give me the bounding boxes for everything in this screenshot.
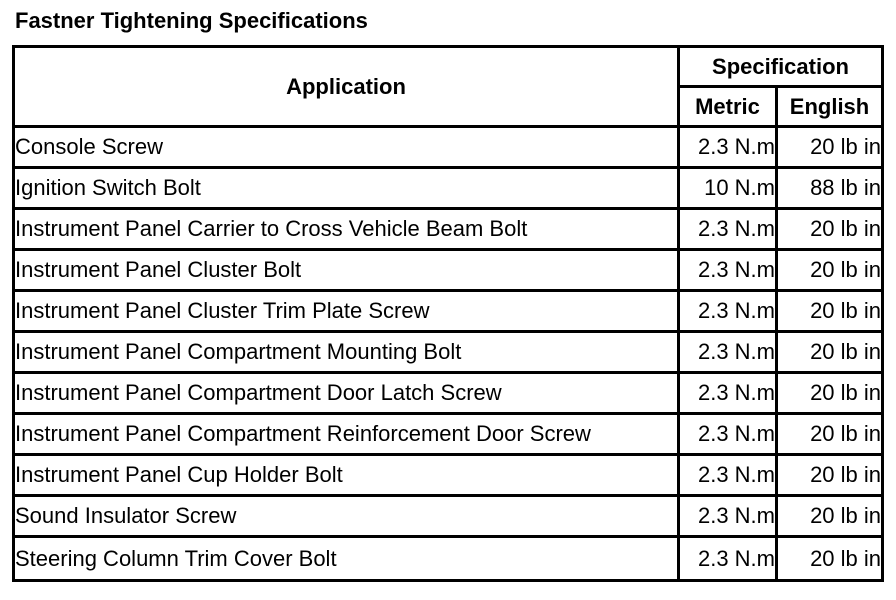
cell-application: Instrument Panel Cluster Bolt — [15, 251, 680, 292]
table-row — [15, 333, 881, 374]
table-row — [15, 210, 881, 251]
cell-application: Sound Insulator Screw — [15, 497, 680, 538]
cell-english: 20 lb in — [778, 128, 881, 169]
cell-application: Instrument Panel Compartment Door Latch Screw — [15, 374, 680, 415]
cell-english: 20 lb in — [778, 456, 881, 497]
cell-application: Instrument Panel Cup Holder Bolt — [15, 456, 680, 497]
cell-metric: 2.3 N.m — [680, 292, 778, 333]
cell-english: 20 lb in — [778, 210, 881, 251]
header-specification: Specification — [680, 48, 881, 88]
cell-metric: 2.3 N.m — [680, 128, 778, 169]
cell-metric: 2.3 N.m — [680, 210, 778, 251]
cell-english: 20 lb in — [778, 374, 881, 415]
table-row — [15, 251, 881, 292]
cell-application: Ignition Switch Bolt — [15, 169, 680, 210]
cell-application: Instrument Panel Compartment Reinforcement Door Screw — [15, 415, 680, 456]
table-row — [15, 456, 881, 497]
cell-metric: 2.3 N.m — [680, 415, 778, 456]
cell-application: Instrument Panel Cluster Trim Plate Screw — [15, 292, 680, 333]
header-metric: Metric — [680, 88, 778, 128]
cell-english: 20 lb in — [810, 545, 882, 571]
cell-application: Instrument Panel Compartment Mounting Bolt — [15, 333, 680, 374]
table-row — [15, 374, 881, 415]
table-row — [15, 538, 881, 579]
header-application: Application — [15, 48, 680, 128]
cell-metric: 10 N.m — [680, 169, 778, 210]
cell-application: Steering Column Trim Cover Bolt — [15, 538, 680, 579]
cell-english: 20 lb in — [778, 251, 881, 292]
cell-metric: 2.3 N.m — [680, 456, 778, 497]
table-row — [15, 169, 881, 210]
table-row — [15, 128, 881, 169]
table-row — [15, 292, 881, 333]
cell-metric: 2.3 N.m — [680, 251, 778, 292]
header-english: English — [778, 88, 881, 128]
cell-metric: 2.3 N.m — [680, 374, 778, 415]
cell-metric: 2.3 N.m — [680, 333, 778, 374]
cell-metric: 2.3 N.m — [680, 538, 778, 579]
cell-application: Instrument Panel Carrier to Cross Vehicle Beam Bolt — [15, 210, 680, 251]
cell-english: 20 lb in — [778, 292, 881, 333]
table-row — [15, 415, 881, 456]
cell-english: 88 lb in — [778, 169, 881, 210]
page-title: Fastner Tightening Specifications — [15, 8, 368, 33]
fastener-spec-table — [12, 45, 884, 582]
table-row — [15, 497, 881, 538]
cell-english: 20 lb in — [778, 415, 881, 456]
cell-application: Console Screw — [15, 128, 680, 169]
cell-english: 20 lb in — [778, 497, 881, 538]
table-header — [15, 48, 881, 128]
cell-metric: 2.3 N.m — [680, 497, 778, 538]
cell-english: 20 lb in — [778, 333, 881, 374]
